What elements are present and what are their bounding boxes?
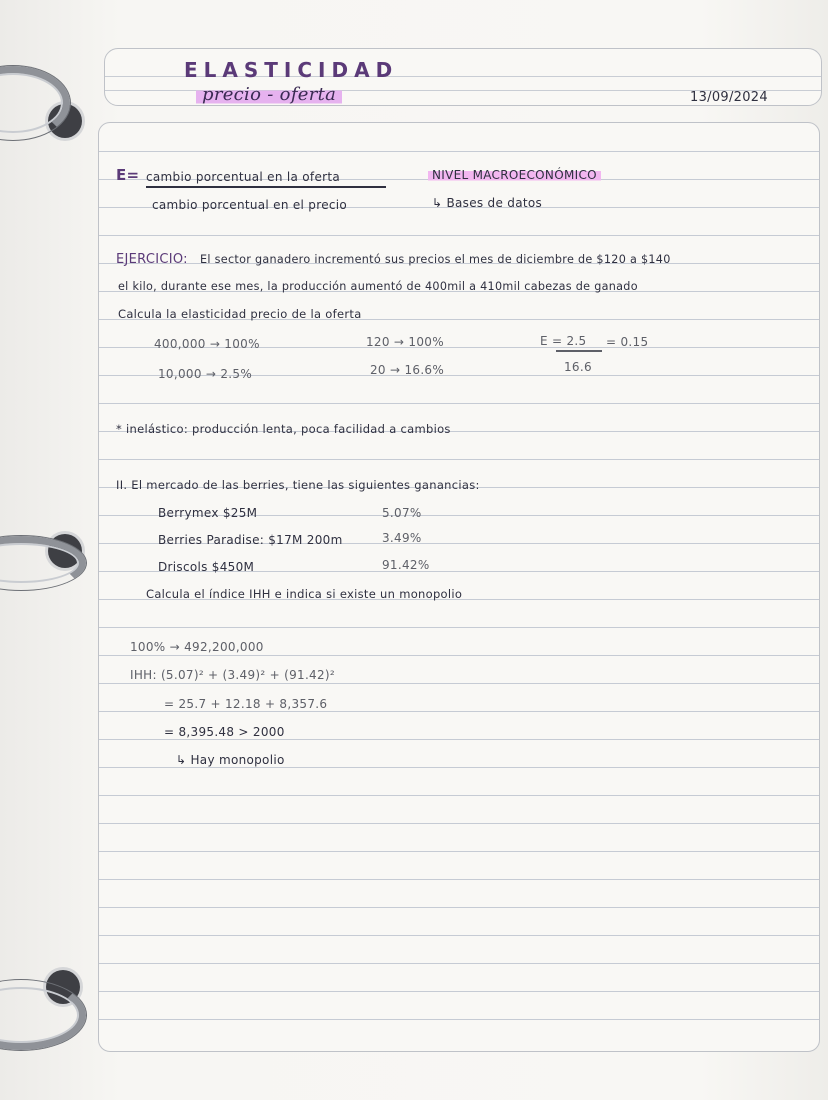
- formula-denominator: cambio porcentual en el precio: [152, 198, 348, 212]
- level-note: ↳ Bases de datos: [432, 196, 543, 210]
- work-line-1: 100% → 492,200,000: [130, 640, 264, 654]
- company-row-3: Driscols $450M: [158, 560, 255, 574]
- section2-task: Calcula el índice IHH e indica si existe un monopolio: [146, 587, 463, 601]
- calc-a2: 10,000 → 2.5%: [158, 367, 253, 381]
- company-row-1-pct: 5.07%: [382, 506, 422, 520]
- exercise-line-3: Calcula la elasticidad precio de la oferta: [118, 307, 362, 321]
- exercise-label: EJERCICIO:: [116, 252, 188, 267]
- calc-elasticity-denominator: 16.6: [564, 360, 592, 374]
- calc-b1: 120 → 100%: [366, 335, 444, 349]
- fraction-bar: [146, 186, 386, 188]
- formula-numerator: cambio porcentual en la oferta: [146, 170, 341, 184]
- calc-a1: 400,000 → 100%: [154, 337, 260, 351]
- work-line-5: ↳ Hay monopolio: [176, 753, 285, 767]
- inelastic-note: * inelástico: producción lenta, poca facilidad a cambios: [116, 422, 451, 436]
- company-row-2-pct: 3.49%: [382, 531, 422, 545]
- elasticity-symbol: E=: [116, 166, 140, 184]
- work-line-2: IHH: (5.07)² + (3.49)² + (91.42)²: [130, 668, 336, 682]
- calc-elasticity-numerator: E = 2.5: [540, 334, 587, 348]
- work-line-4: = 8,395.48 > 2000: [164, 725, 285, 739]
- exercise-line-1: El sector ganadero incrementó sus precios el mes de diciembre de $120 a $140: [200, 253, 671, 266]
- company-row-3-pct: 91.42%: [382, 558, 430, 572]
- exercise-line-2: el kilo, durante ese mes, la producción aumentó de 400mil a 410mil cabezas de ganado: [118, 280, 638, 293]
- work-line-3: = 25.7 + 12.18 + 8,357.6: [164, 697, 328, 711]
- section2-intro: II. El mercado de las berries, tiene las siguientes ganancias:: [116, 478, 480, 492]
- calc-elasticity-result: = 0.15: [606, 335, 649, 349]
- company-row-1: Berrymex $25M: [158, 506, 258, 520]
- page-title: ELASTICIDAD: [184, 58, 399, 82]
- calc-fraction-bar: [556, 350, 602, 352]
- company-row-2: Berries Paradise: $17M 200m: [158, 533, 343, 547]
- page-date: 13/09/2024: [690, 90, 768, 105]
- level-label: NIVEL MACROECONÓMICO: [428, 168, 601, 182]
- page-subtitle: precio - oferta: [196, 84, 342, 105]
- calc-b2: 20 → 16.6%: [370, 363, 445, 377]
